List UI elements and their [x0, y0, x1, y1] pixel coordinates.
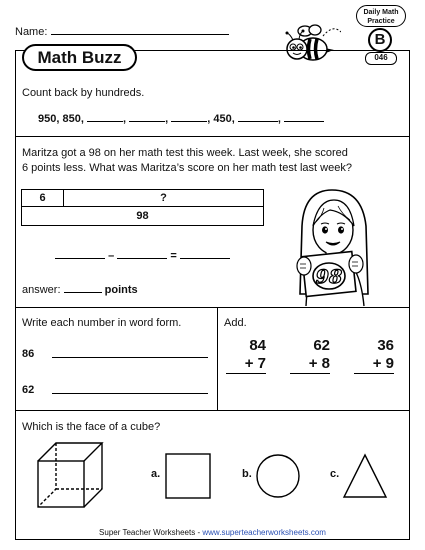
q3-number-1: 86 [22, 348, 35, 360]
option-c-label[interactable]: c. [330, 468, 340, 480]
answer-blank[interactable] [238, 113, 278, 122]
q5-prompt: Which is the face of a cube? [22, 421, 161, 433]
divider [15, 136, 410, 137]
addition-problem: 36 + 9 [354, 337, 394, 374]
bar-unknown: ? [160, 192, 167, 204]
q2-prompt-line1: Maritza got a 98 on her math test this week. Last week, she scored [22, 147, 348, 159]
triangle-icon[interactable] [342, 453, 388, 499]
name-label: Name: [15, 26, 48, 38]
q1-prompt: Count back by hundreds. [22, 87, 145, 99]
option-b-label[interactable]: b. [242, 468, 252, 480]
answer-blank[interactable] [55, 250, 105, 259]
bar-whole: 98 [136, 210, 149, 222]
q2-equation: – = [55, 250, 230, 262]
addition-problem: 84 + 7 [226, 337, 266, 374]
q4-prompt: Add. [224, 317, 247, 329]
footer [0, 528, 425, 537]
answer-blank[interactable] [64, 284, 102, 293]
circle-icon[interactable] [255, 453, 301, 499]
answer-blank[interactable] [87, 113, 123, 122]
bar-part: 6 [22, 190, 64, 207]
cube-icon [34, 441, 104, 509]
word-form-line[interactable] [52, 357, 208, 358]
option-a-label[interactable]: a. [151, 468, 161, 480]
q2-prompt-line2: 6 points less. What was Maritza’s score on her math test last week? [22, 162, 352, 174]
answer-blank[interactable] [171, 113, 207, 122]
q2-answer-row: answer: points [22, 284, 138, 296]
footer-brand: Super Teacher Worksheets - [99, 528, 203, 537]
q3-number-2: 62 [22, 384, 35, 396]
answer-blank[interactable] [180, 250, 230, 259]
addition-problem: 62 + 8 [290, 337, 330, 374]
girl-holding-sign-illustration [282, 186, 387, 308]
answer-blank[interactable] [117, 250, 167, 259]
divider [217, 307, 218, 410]
badge-level: B [368, 28, 392, 52]
page-title: Math Buzz [22, 44, 137, 71]
square-icon[interactable] [165, 453, 211, 499]
name-row [15, 26, 229, 38]
divider [15, 410, 410, 411]
q1-sequence: 950, 850, , , , 450, , [38, 113, 324, 125]
bar-model [21, 189, 264, 226]
badge-number: 046 [365, 52, 397, 65]
q3-prompt: Write each number in word form. [22, 317, 182, 329]
answer-blank[interactable] [129, 113, 165, 122]
badge-label: Daily Math Practice [356, 5, 406, 27]
word-form-line[interactable] [52, 393, 208, 394]
name-field[interactable] [51, 26, 229, 35]
footer-url[interactable]: www.superteacherworksheets.com [202, 528, 326, 537]
answer-blank[interactable] [284, 113, 324, 122]
sign-score: 98 [315, 266, 343, 288]
